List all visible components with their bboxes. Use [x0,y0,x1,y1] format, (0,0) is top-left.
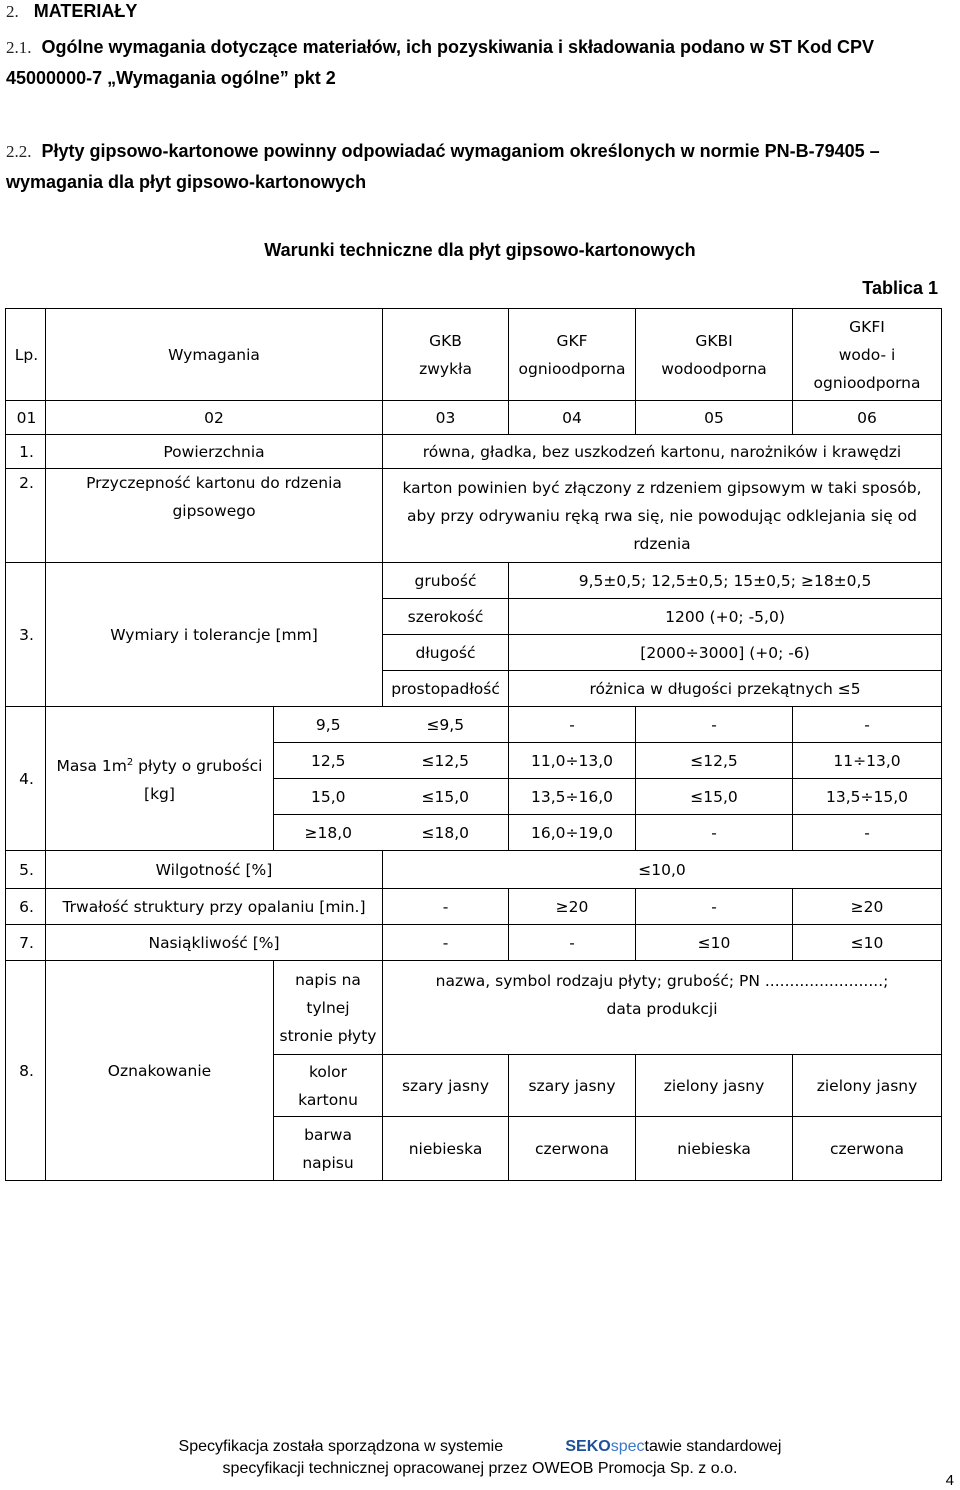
code-cell: 02 [46,401,383,435]
mass-gkfi: - [793,815,942,851]
dimension-value: 9,5±0,5; 12,5±0,5; 15±0,5; ≥18±0,5 [509,563,942,599]
mass-gkbi: ≤12,5 [636,743,793,779]
mass-gkb: ≤18,0 [383,815,509,851]
requirement-label: Oznakowanie [46,961,274,1181]
mass-gkb: ≤15,0 [383,779,509,815]
gkf-header: GKF ognioodporna [509,309,636,401]
dimension-value: różnica w długości przekątnych ≤5 [509,671,942,707]
requirement-value: ≤10,0 [383,851,942,889]
requirement-label: Wilgotność [%] [46,851,383,889]
row-number: 3. [6,563,46,707]
mass-thickness: 15,0 [274,779,383,815]
mass-gkb: ≤9,5 [383,707,509,743]
code-row [6,401,942,435]
mass-gkb: ≤12,5 [383,743,509,779]
value-gkf: szary jasny [509,1055,636,1117]
value-gkf: - [509,925,636,961]
mass-thickness: 9,5 [274,707,383,743]
requirement-label: Wymiary i tolerancje [mm] [46,563,383,707]
table-caption: Warunki techniczne dla płyt gipsowo-kartonowych [264,240,696,260]
requirement-value: karton powinien być złączony z rdzeniem gipsowym w taki sposób, aby przy odrywaniu ręką rwa się, nie powodując odklejania się od rdzenia [383,469,942,563]
dimension-key: szerokość [383,599,509,635]
header-row [6,309,942,401]
footer-line-2: specyfikacji technicznej opracowanej przez OWEOB Promocja Sp. z o.o. [222,1460,738,1477]
paragraph-2-1 [6,32,950,93]
gkb-header: GKB zwykła [383,309,509,401]
row-adhesion [6,469,942,563]
requirement-label: Masa $1m^2$ płyty o grubości [kg] [46,707,274,851]
value-gkf: czerwona [509,1117,636,1181]
dimension-key: długość [383,635,509,671]
mass-gkf: - [509,707,636,743]
mass-thickness: 12,5 [274,743,383,779]
spec-table [5,308,942,1181]
mass-gkfi: - [793,707,942,743]
row-dimensions [6,563,942,599]
value-gkb: niebieska [383,1117,509,1181]
code-cell: 01 [6,401,46,435]
marking-key: kolor kartonu [274,1055,383,1117]
section-number: 2. [6,2,19,21]
marking-value: nazwa, symbol rodzaju płyty; grubość; PN ........................; data produkcji [383,961,942,1055]
mass-gkfi: 11÷13,0 [793,743,942,779]
value-gkb: - [383,925,509,961]
section-title: MATERIAŁY [33,1,138,21]
requirement-label: Przyczepność kartonu do rdzenia gipsowego [46,469,383,563]
row-humidity [6,851,942,889]
dimension-value: [2000÷3000] (+0; -6) [509,635,942,671]
paragraph-2-2 [6,136,950,197]
value-gkfi: ≥20 [793,889,942,925]
gkbi-header: GKBI wodoodporna [636,309,793,401]
mass-gkf: 13,5÷16,0 [509,779,636,815]
mass-gkf: 16,0÷19,0 [509,815,636,851]
row-number: 7. [6,925,46,961]
value-gkfi: czerwona [793,1117,942,1181]
sekospec-logo: SEKOspec [565,1438,645,1455]
dimension-key: grubość [383,563,509,599]
row-number: 6. [6,889,46,925]
row-marking [6,961,942,1055]
footer [0,1436,960,1480]
requirements-header: Wymagania [46,309,383,401]
dimension-key: prostopadłość [383,671,509,707]
mass-gkf: 11,0÷13,0 [509,743,636,779]
requirement-label: Trwałość struktury przy opalaniu [min.] [46,889,383,925]
value-gkf: ≥20 [509,889,636,925]
mass-gkfi: 13,5÷15,0 [793,779,942,815]
mass-gkbi: ≤15,0 [636,779,793,815]
paragraph-number: 2.2. [6,142,32,161]
value-gkbi: niebieska [636,1117,793,1181]
row-number: 2. [6,469,46,563]
paragraph-text: Płyty gipsowo-kartonowe powinny odpowiadać wymaganiom określonych w normie PN-B-79405 – wymagania dla płyt gipsowo-kartonowych [6,141,880,192]
row-number: 1. [6,435,46,469]
value-gkb: szary jasny [383,1055,509,1117]
gkfi-header: GKFI wodo- i ognioodporna [793,309,942,401]
section-heading [6,0,950,27]
footer-line-1: Specyfikacja została sporządzona w systemie SEKOspectawie standardowej [178,1438,782,1455]
value-gkb: - [383,889,509,925]
paragraph-number: 2.1. [6,38,32,57]
requirement-label: Powierzchnia [46,435,383,469]
code-cell: 03 [383,401,509,435]
code-cell: 04 [509,401,636,435]
row-number: 4. [6,707,46,851]
row-mass [6,707,942,743]
row-fire-durability [6,889,942,925]
code-cell: 06 [793,401,942,435]
value-gkfi: ≤10 [793,925,942,961]
value-gkbi: ≤10 [636,925,793,961]
value-gkfi: zielony jasny [793,1055,942,1117]
mass-thickness: ≥18,0 [274,815,383,851]
requirement-value: równa, gładka, bez uszkodzeń kartonu, narożników i krawędzi [383,435,942,469]
dimension-value: 1200 (+0; -5,0) [509,599,942,635]
table-number: Tablica 1 [862,278,938,298]
row-number: 5. [6,851,46,889]
mass-gkbi: - [636,707,793,743]
paragraph-text: Ogólne wymagania dotyczące materiałów, ich pozyskiwania i składowania podano w ST Kod CPV 45000000-7 „Wymagania ogólne” pkt 2 [6,37,875,88]
page-number: 4 [945,1472,954,1489]
value-gkbi: zielony jasny [636,1055,793,1117]
code-cell: 05 [636,401,793,435]
lp-header: Lp. [6,309,46,401]
marking-key: barwa napisu [274,1117,383,1181]
mass-gkbi: - [636,815,793,851]
marking-key: napis na tylnej stronie płyty [274,961,383,1055]
row-number: 8. [6,961,46,1181]
row-surface [6,435,942,469]
row-absorption [6,925,942,961]
requirement-label: Nasiąkliwość [%] [46,925,383,961]
value-gkbi: - [636,889,793,925]
